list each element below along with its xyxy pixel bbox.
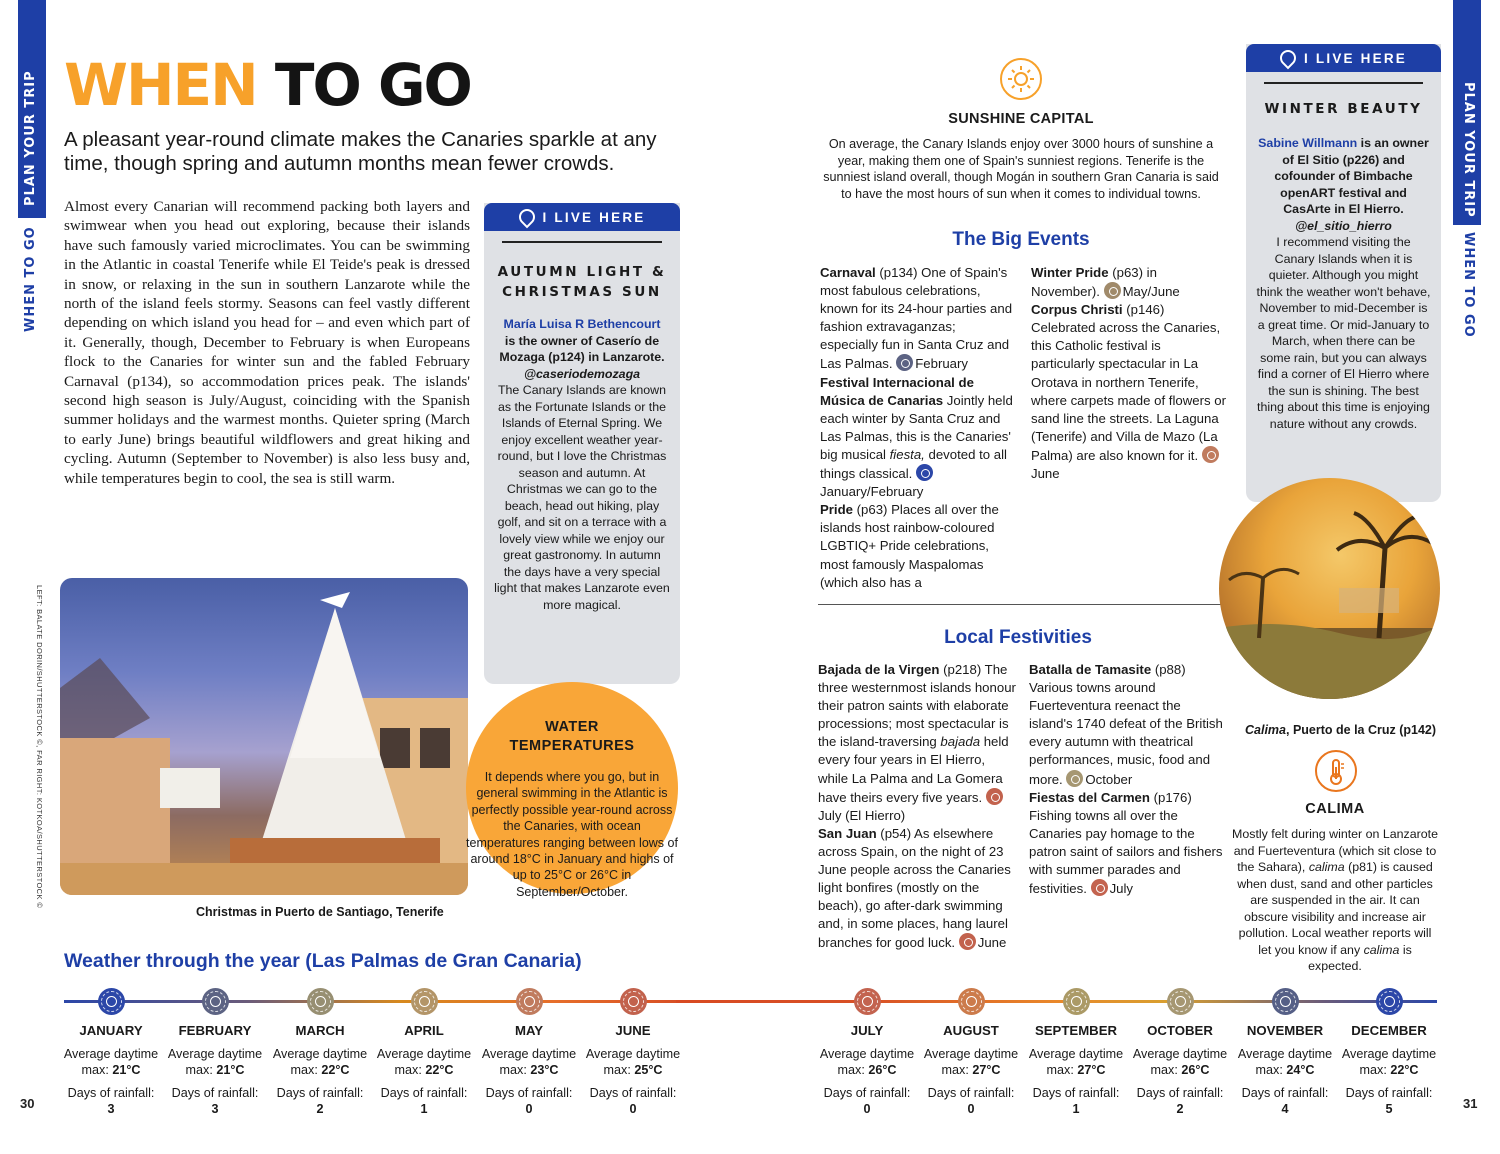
water-temperatures-text: It depends where you go, but in general swimming in the Atlantic is perfectly possible year-round across the Canaries, with ocean temperatures ranging between lows of around 18°C in January and highs of up to 25°C or 26°C in September/October. [466, 770, 678, 899]
month-rainfall: Days of rainfall: 0 [589, 1086, 677, 1116]
ilh-autumn-body: The Canary Islands are known as the Fortunate Islands or the Islands of Eternal Spring. We enjoy excellent weather year-round, but I love the Christmas season and autumn. At Christmas we can go to the beach, head out hiking, play golf, and sit on a terrace with a lovely view while we enjoy our great gastronomy. In autumn the days have a very special light that makes Lanzarote even more magical. [494, 383, 670, 612]
ilh-autumn-name: María Luisa R Bethencourt [503, 317, 661, 331]
side-tab-plan-label-right: PLAN YOUR TRIP [1461, 82, 1476, 218]
month-avg-max: Average daytime max: 26°C [1132, 1047, 1228, 1077]
christmas-tree-illustration [60, 578, 468, 895]
festivity-bajada [818, 661, 1016, 825]
ilh-autumn-handle: @caseriodemozaga [523, 366, 641, 381]
month-weather-icon [620, 988, 647, 1015]
ilh-winter-card [1246, 44, 1441, 502]
month-rainfall: Days of rainfall: 3 [67, 1086, 155, 1116]
local-festivities-title: Local Festivities [944, 627, 1092, 648]
page-title-to-go: TO GO [274, 51, 471, 119]
event-carnaval [820, 264, 1016, 374]
ilh-winter-header [1246, 44, 1441, 72]
intro-text: A pleasant year-round climate makes the Canaries sparkle at any time, though spring and autumn months mean fewer crowds. [64, 128, 657, 175]
summer-month-icon [959, 933, 976, 950]
month-weather-icon [98, 988, 125, 1015]
summer-month-icon [1091, 879, 1108, 896]
calima-caption-rest: , Puerto de la Cruz (p142) [1286, 723, 1437, 737]
month-weather-icon [411, 988, 438, 1015]
event-corpus-text: (p146) Celebrated across the Canaries, this Catholic festival is particularly spectacular in La Orotava in northern Tenerife, where carpets made of flowers or sand line the streets. La Laguna (Tenerife) and Villa de Mazo (La Palma) are also known for it. [1031, 302, 1226, 463]
event-festival [820, 374, 1016, 502]
festivity-bajada-text: (p218) The three westernmost islands honour their patron saints with elaborate processions; most spectacular is the island-traversing [818, 662, 1016, 750]
month-rainfall: Days of rainfall: 4 [1241, 1086, 1329, 1116]
month-name: AUGUST [943, 1023, 999, 1038]
month-avg-max: Average daytime max: 24°C [1237, 1047, 1333, 1077]
winter-month-icon [896, 354, 913, 371]
body-text: Almost every Canarian will recommend packing both layers and swimwear when you head out exploring, because their islands have such famously varied microclimates. You can be swimming in the Atlantic in coastal Tenerife while El Teide's peak is dressed in snow, or relaxing in the sun in southern Lanzarote while the north of the island feels stormy. Seasons can feel vastly different depending on which island you head for – and even which part of it. Generally, though, December to February is when Europeans flock to the Canaries for winter sun and the fabled February Carnaval (p134), so accommodation prices peak. The islands' second high season is July/August, coinciding with the Spanish summer holidays and the warmest months. Quieter spring (March to early June) brings beautiful wildflowers and great hiking and cycling. Autumn (September to November) is also less busy and, while temperatures begin to cool, the sea is still warm. [64, 198, 470, 487]
event-festival-fiesta: fiesta, [889, 446, 925, 462]
month-weather-icon [1272, 988, 1299, 1015]
ilh-autumn-rule [502, 241, 662, 243]
ilh-autumn-title [484, 262, 680, 302]
festivity-batalla-month: October [1085, 771, 1133, 787]
month-avg-max: Average daytime max: 21°C [167, 1047, 263, 1077]
location-pin-icon [515, 206, 538, 229]
festivity-carmen-month: July [1109, 881, 1134, 897]
timeline-line-right [676, 1000, 1437, 1003]
event-corpus-month: June [1031, 466, 1060, 482]
month-rainfall: Days of rainfall: 1 [1032, 1086, 1120, 1116]
festivity-san-juan-name: San Juan [818, 825, 877, 841]
calima-palm-illustration [1219, 478, 1440, 699]
event-festival-text2: devoted to all things classical. [820, 446, 1007, 482]
big-events-title: The Big Events [952, 229, 1090, 250]
event-corpus-name: Corpus Christi [1031, 302, 1123, 318]
section-divider [818, 604, 1226, 605]
ilh-autumn-header [484, 203, 680, 231]
month-avg-max: Average daytime max: 25°C [585, 1047, 681, 1077]
calima-text-2: (p81) is caused when dust, sand and other particles are suspended in the air. It can obscure visibility and increase air pollution. Local weather reports will let you know if any [1237, 860, 1433, 957]
autumn-month-icon [1066, 770, 1083, 787]
month-name: OCTOBER [1147, 1023, 1213, 1038]
page-number-right: 31 [1463, 1096, 1478, 1111]
calima-text-1: Mostly felt during winter on Lanzarote and Fuerteventura (which sit close to the Sahara), [1232, 827, 1438, 874]
month-name: NOVEMBER [1246, 1023, 1324, 1038]
month-name: FEBRUARY [178, 1023, 252, 1038]
calima-text-3: is expected. [1308, 942, 1412, 973]
month-rainfall: Days of rainfall: 2 [1136, 1086, 1224, 1116]
page-title [64, 51, 471, 119]
side-tab-when-label-right: WHEN TO GO [1461, 232, 1476, 338]
water-temperatures-title [466, 718, 678, 756]
month-name: JANUARY [79, 1023, 143, 1038]
thermometer-icon [1315, 750, 1357, 792]
festivity-bajada-month: July (El Hierro) [818, 807, 906, 823]
ilh-winter-rule [1264, 82, 1423, 84]
month-weather-icon [1167, 988, 1194, 1015]
event-carnaval-text: (p134) One of Spain's most fabulous celebrations, known for its 24-hour parties and fashion extravaganzas; especially fun in Santa Cruz and Las Palmas. [820, 265, 1013, 372]
page-title-when: WHEN [64, 51, 257, 119]
month-weather-icon [516, 988, 543, 1015]
month-rainfall: Days of rainfall: 3 [171, 1086, 259, 1116]
side-tab-when-label-left: WHEN TO GO [23, 226, 38, 332]
event-carnaval-month: February [915, 356, 969, 372]
ilh-winter-handle: @el_sitio_hierro [1295, 218, 1392, 233]
festivities-col-1 [818, 661, 1016, 953]
month-name: JULY [850, 1023, 884, 1038]
festivity-carmen [1029, 789, 1225, 899]
festivity-batalla [1029, 661, 1225, 789]
ilh-winter-title: WINTER BEAUTY [1264, 101, 1423, 117]
month-rainfall: Days of rainfall: 0 [823, 1086, 911, 1116]
sun-icon [1000, 58, 1042, 100]
month-weather-icon [202, 988, 229, 1015]
month-avg-max: Average daytime max: 23°C [481, 1047, 577, 1077]
calima-caption-italic: Calima [1245, 723, 1286, 737]
month-weather-icon [1376, 988, 1403, 1015]
festivity-batalla-text: (p88) Various towns around Fuerteventura reenact the island's 1740 defeat of the British every autumn with theatrical performances, music, food and more. [1029, 662, 1223, 787]
month-name: MAY [514, 1023, 544, 1038]
month-weather-icon [958, 988, 985, 1015]
weather-heading: Weather through the year (Las Palmas de Gran Canaria) [64, 950, 582, 972]
spring-month-icon [1104, 282, 1121, 299]
month-avg-max: Average daytime max: 22°C [272, 1047, 368, 1077]
timeline-line-left [64, 1000, 676, 1003]
ilh-autumn-title-line2: CHRISTMAS SUN [502, 284, 662, 300]
month-avg-max: Average daytime max: 22°C [1341, 1047, 1437, 1077]
month-avg-max: Average daytime max: 27°C [923, 1047, 1019, 1077]
sunshine-title: SUNSHINE CAPITAL [948, 111, 1094, 127]
event-pride-month: May/June [1122, 284, 1180, 300]
water-title-line2: TEMPERATURES [509, 738, 635, 754]
big-events-col-2 [1031, 264, 1227, 483]
photo-credit: LEFT: BALATE DORIN/SHUTTERSTOCK ©, FAR RIGHT: KOTKOA/SHUTTERSTOCK © [35, 585, 44, 909]
event-corpus [1031, 301, 1227, 483]
ilh-autumn-role: is the owner of Caserío de Mozaga (p124) in Lanzarote. [499, 333, 665, 364]
festivity-bajada-text2: held every four years in El Hierro, while La Palma and La Gomera have theirs every five years. [818, 734, 1009, 805]
ilh-winter-intro [1256, 135, 1431, 234]
event-carnaval-name: Carnaval [820, 265, 876, 280]
summer-month-icon [986, 788, 1003, 805]
month-rainfall: Days of rainfall: 0 [485, 1086, 573, 1116]
ilh-winter-header-label: I LIVE HERE [1304, 50, 1407, 66]
event-festival-text: Jointly held each winter by Santa Cruz and Las Palmas, this is the Canaries' big musical [820, 392, 1013, 462]
month-name: SEPTEMBER [1034, 1023, 1118, 1038]
event-pride-name: Pride [820, 502, 853, 518]
ilh-autumn-title-line1: AUTUMN LIGHT & [497, 264, 667, 280]
ilh-autumn-card [484, 203, 680, 684]
event-pride [820, 501, 1016, 591]
month-avg-max: Average daytime max: 22°C [376, 1047, 472, 1077]
month-weather-icon [1063, 988, 1090, 1015]
month-weather-icon [854, 988, 881, 1015]
month-name: APRIL [404, 1023, 444, 1038]
side-tab-plan-label-left: PLAN YOUR TRIP [23, 70, 38, 206]
month-avg-max: Average daytime max: 21°C [63, 1047, 159, 1077]
event-festival-name: Festival Internacional de Música de Canarias [820, 374, 974, 408]
winter-month-icon [916, 464, 933, 481]
water-temperatures-circle [466, 682, 678, 899]
calima-photo [1219, 478, 1440, 699]
event-pride-text: (p63) Places all over the islands host rainbow-coloured LGBTIQ+ Pride celebrations, most famously Maspalomas (which also has a [820, 502, 999, 590]
month-rainfall: Days of rainfall: 0 [927, 1086, 1015, 1116]
month-name: JUNE [615, 1023, 651, 1038]
festivity-bajada-name: Bajada de la Virgen [818, 662, 940, 677]
big-events-col-1 [820, 264, 1016, 592]
ilh-winter-body: I recommend visiting the Canary Islands when it is quieter. Although you might think the weather won't behave, November to mid-December is a great time. Or mid-January to March, when there can be some rain, but you can always find a corner of El Hierro where the sun is shining. The best thing about this time is enjoying nature without any crowds. [1256, 235, 1431, 431]
photo-caption: Christmas in Puerto de Santiago, Tenerife [196, 905, 444, 919]
calima-title: CALIMA [1305, 801, 1365, 817]
month-rainfall: Days of rainfall: 1 [380, 1086, 468, 1116]
month-name: MARCH [295, 1023, 345, 1038]
ilh-autumn-header-label: I LIVE HERE [542, 209, 646, 225]
month-rainfall: Days of rainfall: 5 [1345, 1086, 1433, 1116]
event-festival-month: January/February [820, 484, 924, 500]
festivity-carmen-name: Fiestas del Carmen [1029, 789, 1150, 805]
festivity-san-juan [818, 825, 1016, 953]
month-weather-icon [307, 988, 334, 1015]
month-rainfall: Days of rainfall: 2 [276, 1086, 364, 1116]
ilh-winter-name: Sabine Willmann [1258, 136, 1358, 150]
christmas-tree-photo [60, 578, 468, 895]
page-number-left: 30 [20, 1096, 35, 1111]
festivity-san-juan-month: June [977, 935, 1007, 951]
calima-caption [1245, 723, 1436, 737]
location-pin-icon [1277, 47, 1300, 70]
festivities-col-2 [1029, 661, 1225, 898]
summer-month-icon [1202, 446, 1219, 463]
sunshine-text: On average, the Canary Islands enjoy over 3000 hours of sunshine a year, making them one of Spain's sunniest regions. Tenerife is the sunniest island overall, though Mogán in southern Gran Canaria is said to have the most hours of sun when it comes to individual towns. [823, 137, 1219, 201]
ilh-winter-text [1256, 135, 1431, 432]
festivity-bajada-word: bajada [940, 734, 981, 750]
ilh-winter-role: is an owner of El Sitio (p226) and cofounder of Bimbache openART festival and CasArte in El Hierro. [1274, 136, 1429, 216]
ilh-autumn-text [494, 316, 670, 613]
event-pride-continued [1031, 264, 1227, 301]
month-avg-max: Average daytime max: 27°C [1028, 1047, 1124, 1077]
festivity-carmen-text: (p176) Fishing towns all over the Canaries pay homage to the patron saint of sailors and fishers with summer parades and festivities. [1029, 789, 1223, 897]
water-title-line1: WATER [545, 719, 599, 735]
month-name: DECEMBER [1351, 1023, 1427, 1038]
event-winter-pride: Winter Pride [1031, 265, 1109, 280]
calima-word: calima [1308, 860, 1345, 874]
event-pride-text2: (p63) in November). [1031, 265, 1157, 300]
festivity-batalla-name: Batalla de Tamasite [1029, 662, 1152, 677]
festivity-san-juan-text: (p54) As elsewhere across Spain, on the night of 23 June people across the Canaries light bonfires (mostly on the beach), go after-dark swimming and, in some places, hang laurel branches for good luck. [818, 825, 1011, 951]
calima-text [1232, 826, 1438, 975]
calima-word-2: calima [1363, 942, 1400, 957]
month-avg-max: Average daytime max: 26°C [819, 1047, 915, 1077]
